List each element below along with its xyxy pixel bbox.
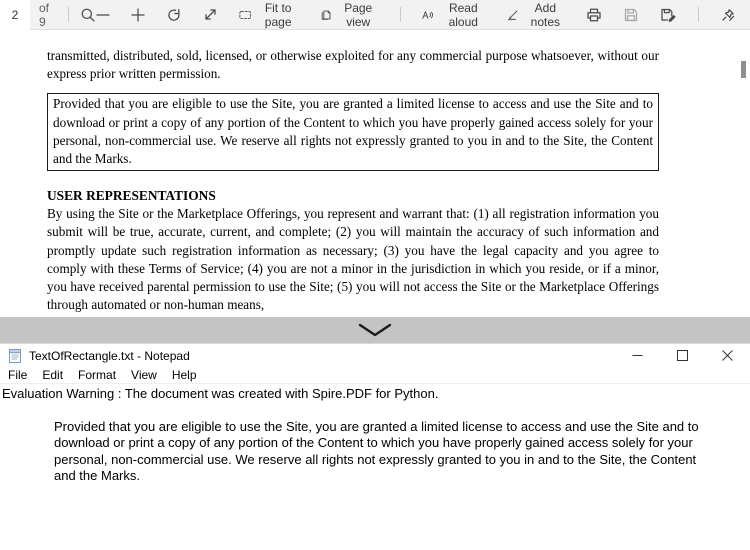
highlighted-rectangle-paragraph: Provided that you are eligible to use the Site, you are granted a limited license to access and use the Site and to download or print a copy of any portion of the Content to which you have properly gained access solely for your personal, non-commercial use. We reserve all rights not expressly granted to you in and to the Site, the Content and the Marks.: [47, 93, 659, 171]
notepad-line-1: Evaluation Warning : The document was created with Spire.PDF for Python.: [2, 386, 439, 401]
unpin-toolbar-icon: [720, 7, 736, 23]
notepad-paragraph: Provided that you are eligible to use the Site, you are granted a limited license to access and use the Site and to download or print a copy of any portion of the Content to which you have properly gained access solely for your personal, non-commercial use. We reserve all rights not expressly granted to you in and to the Site, the Content and the Marks.: [54, 418, 699, 483]
document-paragraph: By using the Site or the Marketplace Offerings, you represent and warrant that: (1) all registration information you submit will be true, accurate, current, and complete; (2) you will maintain the accuracy of such information and promptly update such registration information as necessary; (3) you have the legal capacity and you agree to comply with these Terms of Service; (4) you are not a minor in the jurisdiction in which you reside, or if a minor, you have received parental permission to use the Site; (5) you will not access the Site or the Marketplace Offerings through automated or non-human means,: [47, 206, 659, 313]
print-icon: [586, 7, 602, 23]
minimize-icon: [632, 350, 643, 361]
rotate-icon: [166, 7, 182, 23]
read-aloud-button[interactable]: [421, 1, 486, 29]
fit-to-page-button[interactable]: [239, 1, 299, 29]
page-count-label: of 9: [39, 0, 50, 29]
pdf-document-area[interactable]: [0, 30, 750, 317]
notepad-window-controls: [615, 344, 750, 367]
fit-to-page-label: Fit to page: [264, 0, 292, 29]
print-button[interactable]: [586, 7, 602, 23]
menu-view[interactable]: View: [131, 368, 157, 382]
save-button[interactable]: [623, 7, 639, 23]
unpin-toolbar-button[interactable]: [720, 7, 736, 23]
add-notes-button[interactable]: [507, 1, 565, 29]
notepad-text-area[interactable]: [0, 384, 750, 550]
maximize-button[interactable]: [660, 344, 705, 367]
toolbar-separator: [698, 7, 699, 22]
read-aloud-icon: [421, 7, 434, 23]
page-view-button[interactable]: [320, 1, 379, 29]
search-icon: [80, 7, 96, 23]
notepad-app-icon: [7, 348, 23, 364]
chevron-down-icon: [358, 323, 392, 337]
fit-to-page-icon: [239, 7, 252, 23]
toolbar-separator: [68, 7, 69, 22]
zoom-in-icon: [131, 8, 145, 22]
zoom-out-button[interactable]: [96, 8, 110, 22]
add-notes-pen-icon: [507, 7, 520, 23]
close-button[interactable]: [705, 344, 750, 367]
toolbar-right-group: [96, 1, 750, 29]
page-number-input[interactable]: [0, 0, 30, 30]
page-view-label: Page view: [344, 0, 373, 29]
pdf-toolbar: [0, 0, 750, 30]
section-heading: USER REPRESENTATIONS: [47, 188, 216, 204]
toolbar-separator: [400, 7, 401, 22]
page-view-icon: [320, 7, 332, 23]
read-aloud-label: Read aloud: [448, 0, 478, 29]
menu-format[interactable]: Format: [78, 368, 117, 382]
zoom-in-button[interactable]: [131, 8, 145, 22]
pdf-page: [0, 30, 659, 314]
notepad-menubar: [0, 367, 750, 384]
save-icon: [623, 7, 639, 23]
close-icon: [722, 350, 733, 361]
diagonal-expand-icon: [203, 7, 218, 22]
menu-file[interactable]: File: [8, 368, 28, 382]
rotate-button[interactable]: [166, 7, 182, 23]
save-as-button[interactable]: [660, 7, 677, 23]
document-paragraph: transmitted, distributed, sold, licensed, or otherwise exploited for any commercial purpose whatsoever, without our express prior written permission.: [47, 48, 659, 82]
add-notes-label: Add notes: [530, 0, 561, 29]
notepad-window: [0, 343, 750, 550]
notepad-titlebar[interactable]: [0, 344, 750, 367]
fullscreen-button[interactable]: [203, 7, 218, 22]
menu-help[interactable]: Help: [171, 368, 197, 382]
menu-edit[interactable]: Edit: [42, 368, 64, 382]
notepad-window-title: TextOfRectangle.txt - Notepad: [29, 348, 190, 363]
save-as-icon: [660, 7, 677, 23]
minimize-button[interactable]: [615, 344, 660, 367]
zoom-out-icon: [96, 8, 110, 22]
window-divider-bar[interactable]: [0, 317, 750, 343]
pdf-scrollbar-thumb[interactable]: [741, 61, 746, 78]
maximize-icon: [677, 350, 688, 361]
search-button[interactable]: [80, 7, 96, 23]
